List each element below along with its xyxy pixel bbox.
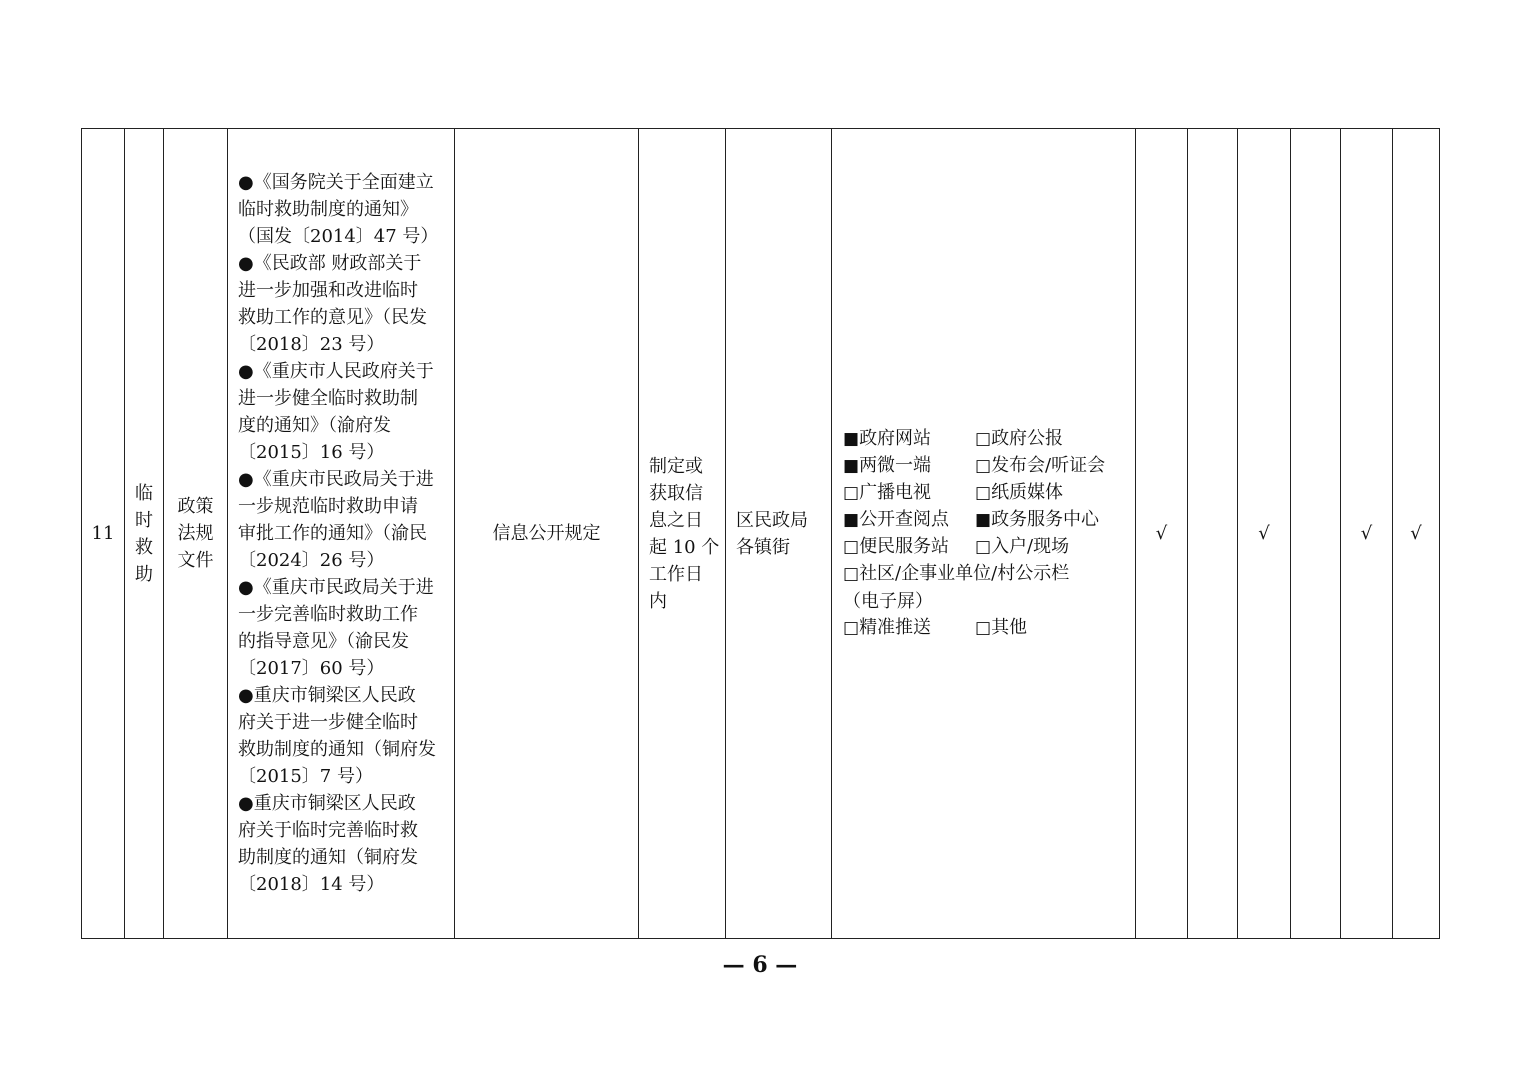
channel-label: 发布会/听证会: [991, 455, 1106, 476]
checkmark-cell: √: [1393, 129, 1440, 939]
channel-checkbox-icon: ■: [843, 429, 860, 449]
time-line: 制定或: [649, 455, 703, 477]
time-line: 息之日: [649, 509, 703, 531]
time-line: 获取信: [649, 482, 703, 504]
time-limit-cell: [639, 129, 726, 939]
item-char: 临: [135, 482, 153, 504]
channel-label: 政府公报: [991, 428, 1064, 449]
channel-label: 其他: [991, 617, 1028, 638]
disclosure-table: [81, 128, 1440, 939]
basis-line: 进一步加强和改进临时: [238, 280, 418, 301]
subject-line: 各镇街: [736, 536, 790, 558]
channel-label: 两微一端: [859, 455, 932, 476]
channel-row: [843, 507, 1127, 534]
table-row: [82, 129, 1440, 939]
channel-option: [975, 479, 1063, 507]
item-name-cell: [125, 129, 164, 939]
channel-label: 纸质媒体: [991, 482, 1064, 503]
channel-checkbox-icon: □: [843, 483, 860, 503]
basis-line: 度的通知》（渝府发: [238, 415, 391, 436]
channel-option: [975, 533, 1069, 561]
basis-line: 府关于临时完善临时救: [238, 820, 418, 841]
channel-option: [843, 560, 1069, 588]
basis-line: ●重庆市铜梁区人民政: [238, 685, 416, 706]
channel-checkbox-icon: □: [975, 537, 992, 557]
checkmark-cell: √: [1341, 129, 1393, 939]
channel-option: [975, 452, 1105, 480]
channel-label: 广播电视: [859, 482, 932, 503]
basis-line: ●重庆市铜梁区人民政: [238, 793, 416, 814]
basis-line: （国发〔2014〕47 号）: [238, 226, 439, 247]
channel-checkbox-icon: □: [975, 456, 992, 476]
channel-label: 公开查阅点: [859, 509, 950, 530]
basis-line: 〔2024〕26 号）: [238, 550, 385, 571]
disclosure-channels-cell: [832, 129, 1136, 939]
channel-checkbox-icon: □: [975, 429, 992, 449]
checkmark-cell: [1291, 129, 1341, 939]
category-line: 政策: [177, 496, 214, 517]
channel-label: 入户/现场: [991, 536, 1070, 557]
channel-row: [843, 561, 1127, 588]
channel-option: [843, 452, 975, 480]
channel-note: （电子屏）: [843, 590, 933, 612]
channel-option: [843, 479, 975, 507]
basis-line: 的指导意见》（渝民发: [238, 631, 409, 652]
basis-line: 进一步健全临时救助制: [238, 388, 418, 409]
checkmark-cell: √: [1136, 129, 1188, 939]
channel-label: 便民服务站: [859, 536, 950, 557]
item-char: 时: [135, 509, 153, 531]
channel-label: 政府网站: [859, 428, 932, 449]
channel-row: [843, 480, 1127, 507]
channel-label: 社区/企事业单位/村公示栏: [859, 563, 1070, 584]
time-line: 内: [649, 590, 667, 612]
channel-checkbox-icon: □: [975, 618, 992, 638]
basis-line: 〔2015〕7 号）: [238, 766, 373, 787]
item-char: 救: [135, 536, 153, 558]
channel-option: [843, 506, 975, 534]
channel-checkbox-icon: □: [843, 564, 860, 584]
subject-line: 区民政局: [736, 509, 808, 531]
basis-line: ●《重庆市民政局关于进: [238, 469, 434, 490]
basis-line: 〔2015〕16 号）: [238, 442, 385, 463]
basis-line: 〔2017〕60 号）: [238, 658, 385, 679]
checkmark-cell: √: [1238, 129, 1291, 939]
channel-row: [843, 615, 1127, 642]
basis-line: ●《国务院关于全面建立: [238, 172, 434, 193]
channel-row: [843, 426, 1127, 453]
channel-checkbox-icon: □: [975, 483, 992, 503]
basis-line: 〔2018〕23 号）: [238, 334, 385, 355]
channel-checkbox-icon: □: [843, 618, 860, 638]
page-number: — 6 —: [722, 952, 798, 978]
channel-label: 精准推送: [859, 617, 932, 638]
basis-line: 审批工作的通知》（渝民: [238, 523, 427, 544]
channel-row: [843, 534, 1127, 561]
channel-checkbox-icon: □: [843, 537, 860, 557]
basis-line: ●《重庆市人民政府关于: [238, 361, 434, 382]
item-char: 助: [135, 563, 153, 585]
basis-line: 救助工作的意见》（民发: [238, 307, 427, 328]
category-cell: [164, 129, 228, 939]
channel-option: [843, 533, 975, 561]
time-line: 起 10 个: [649, 536, 720, 558]
row-number: 11: [82, 129, 125, 939]
basis-line: ●《重庆市民政局关于进: [238, 577, 434, 598]
channel-row: [843, 588, 1127, 615]
disclosure-subject-cell: [726, 129, 832, 939]
channel-option: [975, 614, 1027, 642]
channel-option: [843, 425, 975, 453]
channel-row: [843, 453, 1127, 480]
time-line: 工作日: [649, 563, 703, 585]
basis-line: 一步完善临时救助工作: [238, 604, 418, 625]
channel-checkbox-icon: ■: [843, 456, 860, 476]
channel-checkbox-icon: ■: [843, 510, 860, 530]
public-basis-cell: 信息公开规定: [455, 129, 639, 939]
checkmark-cell: [1188, 129, 1238, 939]
basis-line: 一步规范临时救助申请: [238, 496, 418, 517]
channel-option: [975, 425, 1063, 453]
basis-line: 临时救助制度的通知》: [238, 199, 418, 220]
channel-label: 政务服务中心: [991, 509, 1100, 530]
channel-option: [975, 506, 1099, 534]
basis-line: 〔2018〕14 号）: [238, 874, 385, 895]
basis-line: ●《民政部 财政部关于: [238, 253, 422, 274]
basis-line: 救助制度的通知（铜府发: [238, 739, 436, 760]
policy-basis-cell: [228, 129, 455, 939]
category-line: 文件: [177, 550, 214, 571]
basis-line: 助制度的通知（铜府发: [238, 847, 418, 868]
channel-option: [843, 614, 975, 642]
basis-line: 府关于进一步健全临时: [238, 712, 418, 733]
category-line: 法规: [177, 523, 214, 544]
channel-checkbox-icon: ■: [975, 510, 992, 530]
